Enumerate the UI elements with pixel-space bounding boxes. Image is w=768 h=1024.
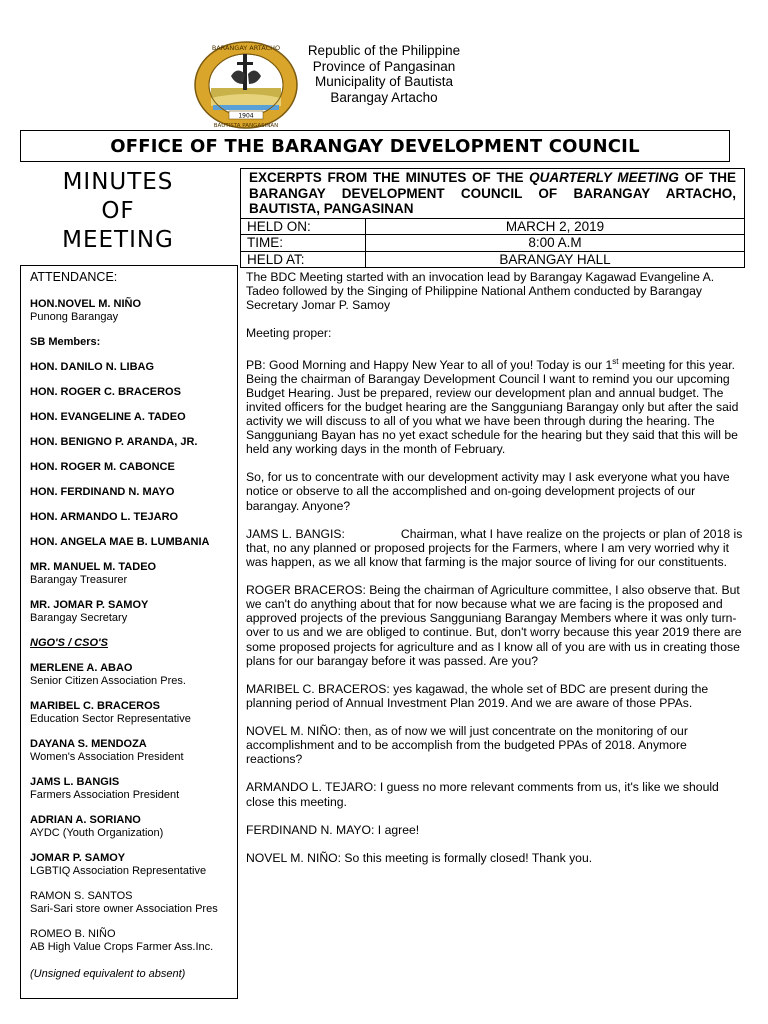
excerpt-table [240, 168, 745, 268]
ngo-role: Women's Association President [30, 751, 184, 763]
sb-member [30, 411, 237, 424]
sb-member [30, 436, 237, 449]
held-on-value: MARCH 2, 2019 [366, 218, 745, 235]
jams-paragraph [246, 527, 746, 569]
time-value: 8:00 A.M [366, 235, 745, 252]
barangay-seal [193, 40, 299, 130]
letterhead [300, 43, 468, 105]
captain-role: Punong Barangay [30, 311, 119, 323]
ngo-name: JAMS L. BANGIS [30, 776, 120, 788]
office-title-box [20, 130, 730, 162]
ngo-role: Senior Citizen Association Pres. [30, 675, 186, 687]
held-on-row [241, 218, 745, 235]
held-at-value: BARANGAY HALL [366, 251, 745, 268]
unsigned-note: (Unsigned equivalent to absent) [30, 968, 186, 980]
ngo-name: DAYANA S. MENDOZA [30, 738, 147, 750]
seal-year: 1904 [238, 112, 254, 120]
sb-member [30, 511, 237, 524]
unsigned-name: ROMEO B. NIÑO [30, 928, 116, 940]
seal-top-text: BARANGAY ARTACHO [211, 44, 281, 52]
ngo-entry [30, 662, 237, 688]
time-label: TIME: [241, 235, 366, 252]
pb-ordinal: st [612, 356, 619, 366]
held-at-row [241, 251, 745, 268]
closing-paragraph: NOVEL M. NIÑO: So this meeting is formally closed! Thank you. [246, 850, 593, 865]
sb-member [30, 461, 237, 474]
pb-text-rest: meeting for this year. Being the chairman of Barangay Development Council I want to remind you our upcoming Budget Hearing. Just be prepared, review our development plan and annual budget. The invited officers for the budget hearing are the Sangguniang Barangay only but after the said activity we will discuss to all of you what we have been through during the hearing. The Sangguniang Bayan has no yet exact schedule for the hearing but they said that this will be held any working days in the month of February. [246, 357, 739, 457]
officer-name: MR. JOMAR P. SAMOY [30, 599, 149, 611]
minutes-title-line: MINUTES [62, 169, 174, 195]
intro-paragraph: The BDC Meeting started with an invocation lead by Barangay Kagawad Evangeline A. Tadeo followed by the Singing of Philippine National Anthem conducted by Barangay Secretary Jomar P. Samoy [246, 270, 715, 313]
sb-member-name: HON. ANGELA MAE B. LUMBANIA [30, 536, 210, 548]
letterhead-line: Province of Pangasinan [312, 58, 456, 74]
excerpt-heading [241, 169, 745, 219]
sb-member-name: HON. ROGER M. CABONCE [30, 461, 175, 473]
ngo-entry [30, 852, 237, 878]
unsigned-name: RAMON S. SANTOS [30, 890, 133, 902]
held-on-label: HELD ON: [241, 218, 366, 235]
ngo-entry [30, 814, 237, 840]
ngo-role: AYDC (Youth Organization) [30, 827, 164, 839]
ngo-name: JOMAR P. SAMOY [30, 852, 126, 864]
captain-entry [30, 298, 237, 324]
sb-member-name: HON. BENIGNO P. ARANDA, JR. [30, 436, 198, 448]
sb-member-name: HON. ROGER C. BRACEROS [30, 386, 181, 398]
sb-member-name: HON. ARMANDO L. TEJARO [30, 511, 179, 523]
unsigned-role: Sari-Sari store owner Association Pres [30, 903, 218, 915]
roger-paragraph: ROGER BRACEROS: Being the chairman of Agriculture committee, I also observe that. But we can't do anything about that for now because what we are facing is the proposed and approved projects of the previous Sangguniang Barangay Members where it was only turn-over to us and we are obliged to continue. But, don't worry because this year 2019 there are some proposed projects for agriculture and as I know all of you are with us in creating those plans for our barangay before it was passed. Are you? [246, 583, 742, 668]
sb-member [30, 486, 237, 499]
pb-paragraph [246, 355, 746, 457]
jams-text: Chairman, what I have realize on the projects or plan of 2018 is that, no any planned or proposed projects for the Farmers, where I am very worried why it was happen, as we all know that farming is the major source of living for our constituents. [246, 526, 743, 569]
sb-member-name: HON. FERDINAND N. MAYO [30, 486, 175, 498]
ferdinand-paragraph: FERDINAND N. MAYO: I agree! [246, 822, 420, 837]
ngo-role: Farmers Association President [30, 789, 180, 801]
unsigned-role: AB High Value Crops Farmer Ass.Inc. [30, 941, 214, 953]
excerpt-heading-row [241, 169, 745, 219]
office-title: OFFICE OF THE BARANGAY DEVELOPMENT COUNCIL [110, 135, 640, 157]
pb-text-start: PB: Good Morning and Happy New Year to all of you! Today is our 1 [246, 357, 613, 372]
jams-speaker: JAMS L. BANGIS: [246, 526, 345, 541]
maribel-paragraph: MARIBEL C. BRACEROS: yes kagawad, the whole set of BDC are present during the planning period of Annual Investment Plan 2019. And we are aware of those PPAs. [246, 681, 709, 710]
ngo-role: Education Sector Representative [30, 713, 191, 725]
heading-post: OF THE BARANGAY DEVELOPMENT COUNCIL OF BARANGAY ARTACHO, BAUTISTA, PANGASINAN [249, 170, 736, 216]
sb-member [30, 361, 237, 374]
ngo-label: NGO'S / CSO'S [30, 637, 108, 649]
minutes-title-line: MEETING [62, 227, 174, 253]
officer-role: Barangay Secretary [30, 612, 128, 624]
seal-bottom-text: BAUTISTA PANGASINAN [213, 123, 279, 129]
unsigned-entry [30, 890, 237, 916]
ngo-entry [30, 700, 237, 726]
officer-role: Barangay Treasurer [30, 574, 128, 586]
heading-meeting-type: QUARTERLY MEETING [529, 170, 679, 185]
letterhead-line: Republic of the Philippine [307, 43, 461, 58]
meeting-proper-label: Meeting proper: [246, 326, 332, 341]
officer-name: MR. MANUEL M. TADEO [30, 561, 157, 573]
ngo-role: LGBTIQ Association Representative [30, 865, 207, 877]
minutes-title [38, 168, 198, 255]
officer-entry [30, 599, 237, 625]
minutes-body [246, 270, 746, 879]
time-row [241, 235, 745, 252]
ngo-name: MERLENE A. ABAO [30, 662, 133, 674]
letterhead-line: Municipality of Bautista [314, 74, 454, 89]
captain-name: HON.NOVEL M. NIÑO [30, 298, 142, 310]
sb-member [30, 536, 237, 549]
unsigned-entry [30, 928, 237, 954]
heading-pre: EXCERPTS FROM THE MINUTES OF THE [249, 170, 530, 185]
sb-member-name: HON. EVANGELINE A. TADEO [30, 411, 186, 423]
focus-paragraph: So, for us to concentrate with our development activity may I ask everyone what you have notice or observe to all the accomplished and on-going development projects of our barangay. Anyone? [246, 470, 730, 513]
attendance-title: ATTENDANCE: [30, 270, 118, 284]
ngo-entry [30, 776, 237, 802]
letterhead-line: Barangay Artacho [330, 89, 438, 105]
ngo-name: MARIBEL C. BRACEROS [30, 700, 160, 712]
armando-paragraph: ARMANDO L. TEJARO: I guess no more relevant comments from us, it's like we should close this meeting. [246, 780, 719, 809]
officer-entry [30, 561, 237, 587]
ngo-entry [30, 738, 237, 764]
novel-paragraph: NOVEL M. NIÑO: then, as of now we will just concentrate on the monitoring of our accomplishment and to be accomplish from the budgeted PPAs of 2018. Anymore reactions? [246, 724, 688, 767]
sb-member-name: HON. DANILO N. LIBAG [30, 361, 155, 373]
sb-members-label: SB Members: [30, 336, 101, 348]
sb-member [30, 386, 237, 399]
ngo-name: ADRIAN A. SORIANO [30, 814, 141, 826]
attendance-panel [20, 265, 238, 999]
minutes-title-line: OF [101, 198, 135, 224]
held-at-label: HELD AT: [241, 251, 366, 268]
